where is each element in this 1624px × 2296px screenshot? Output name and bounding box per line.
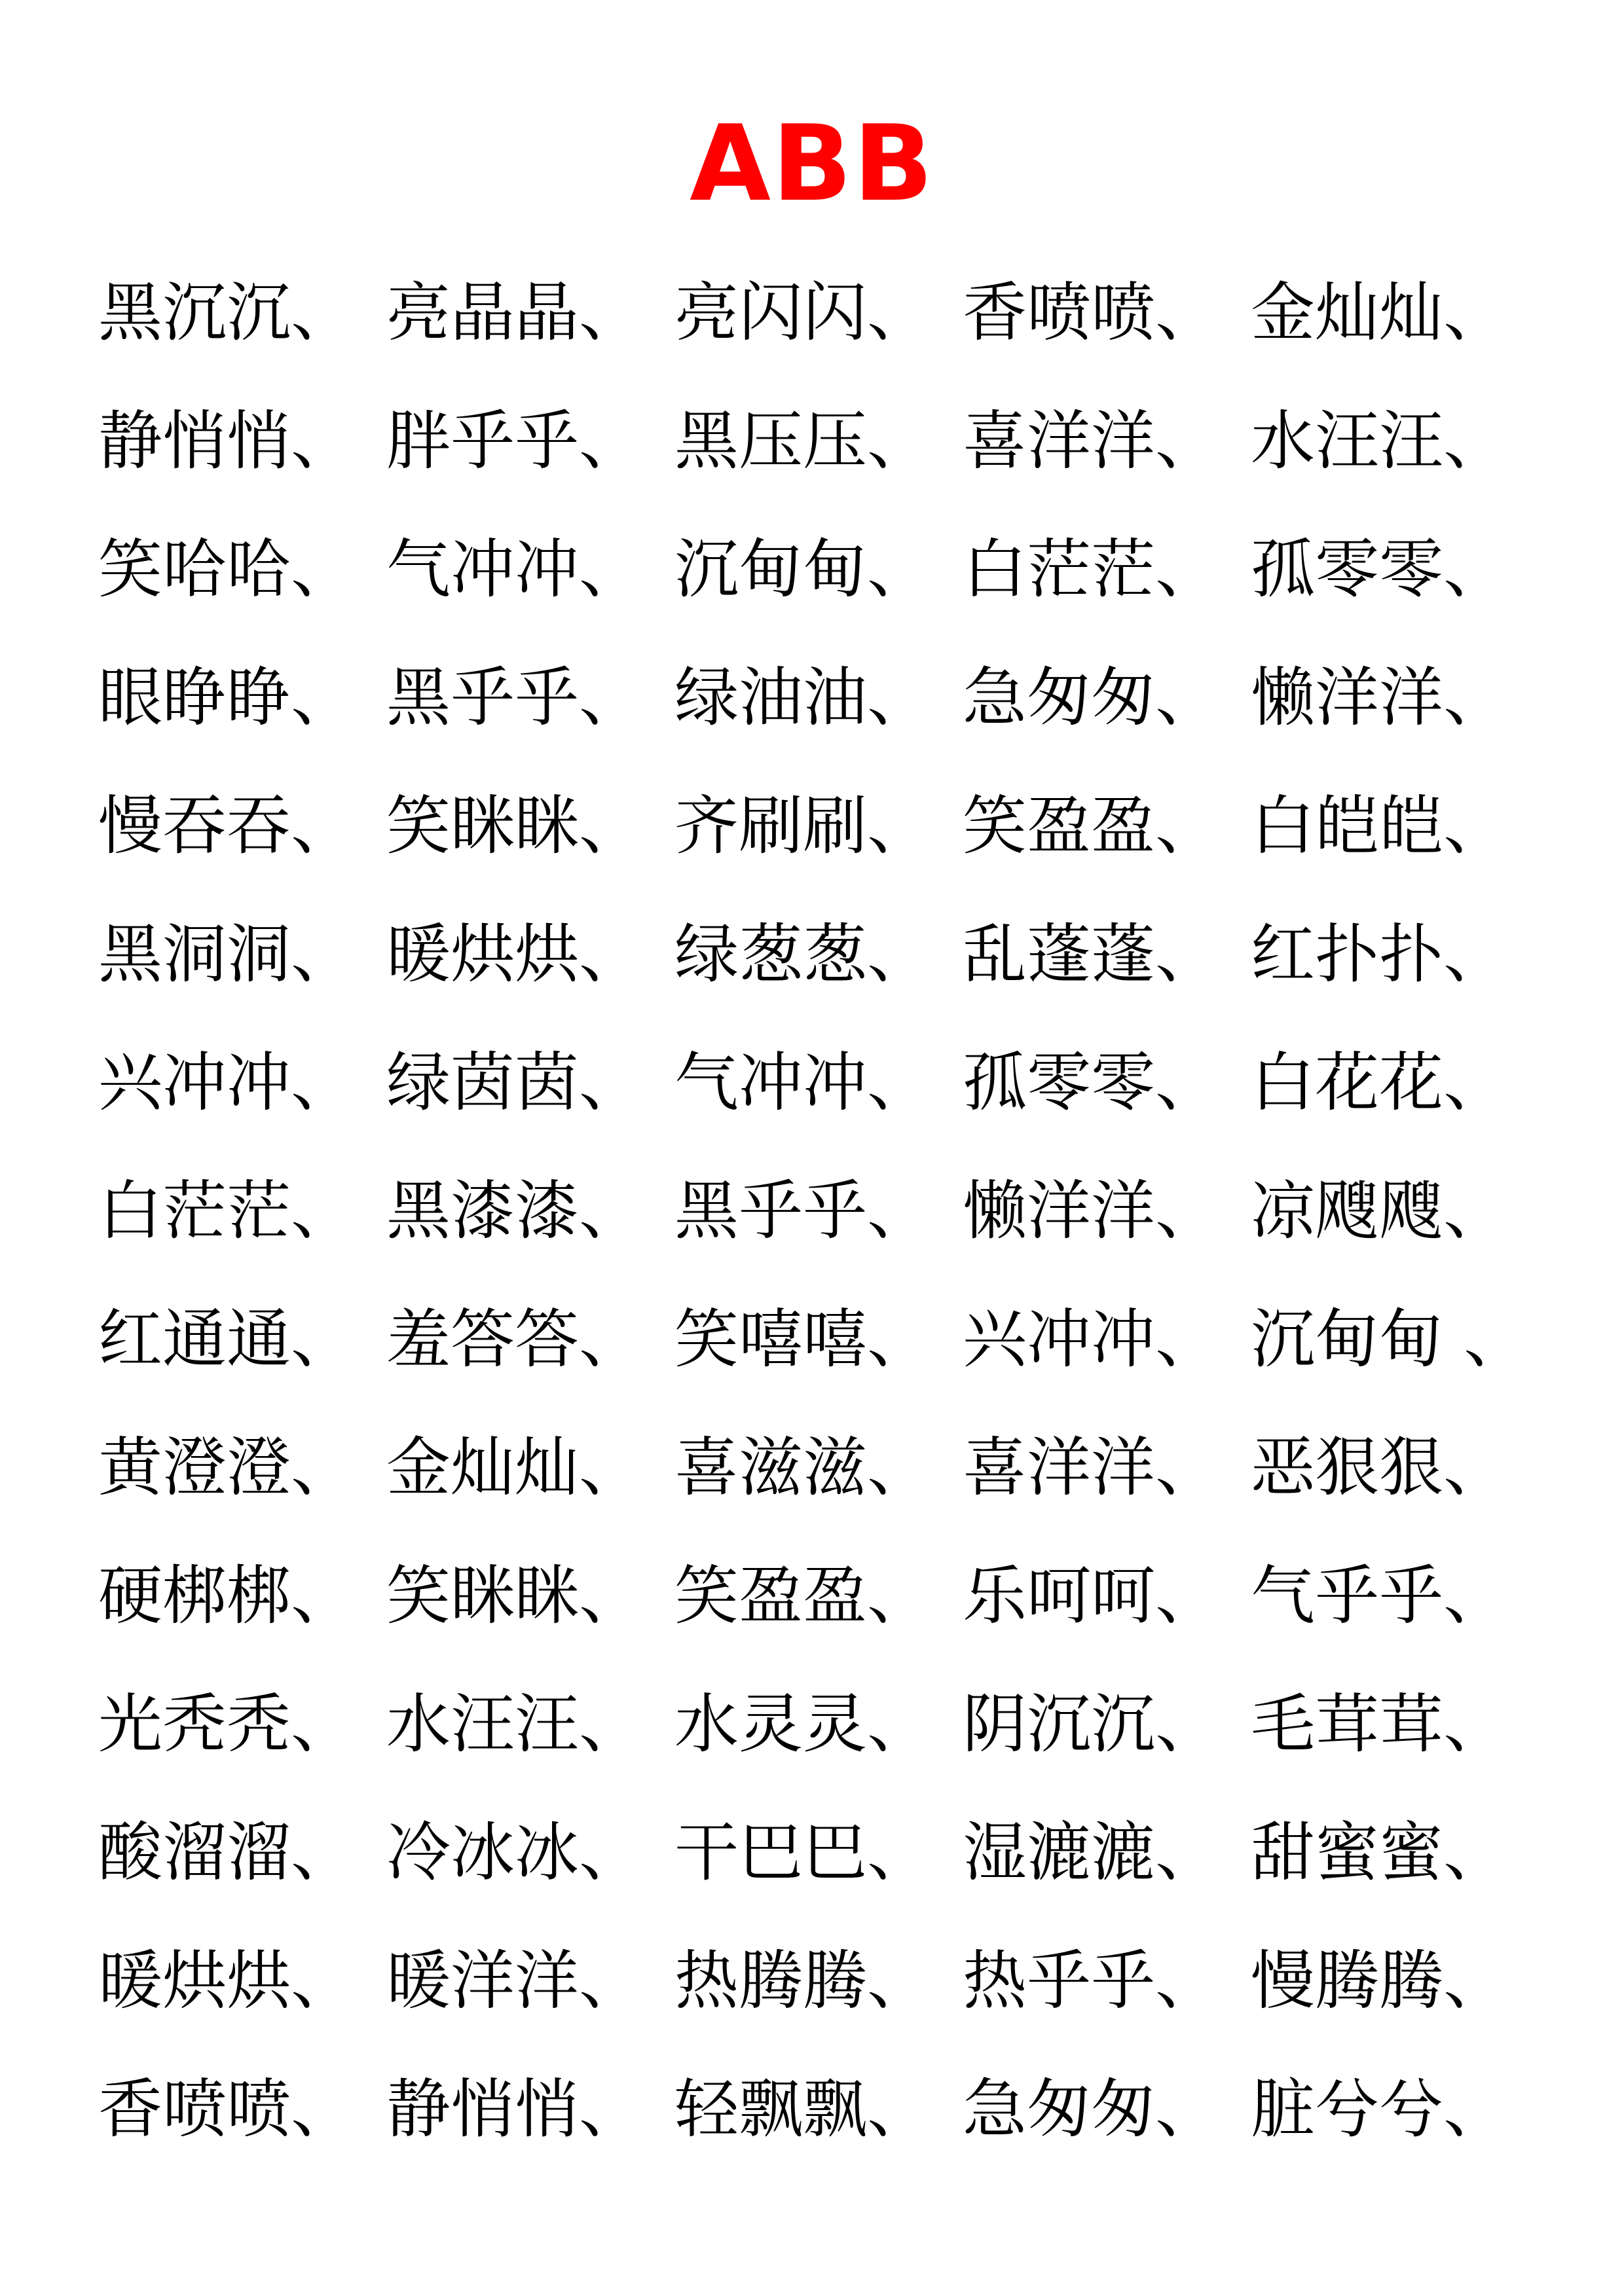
word-row xyxy=(98,1147,1604,1275)
abb-word: 孤零零、 xyxy=(963,1046,1220,1120)
abb-word: 绿油油、 xyxy=(674,661,932,735)
abb-word: 黄澄澄、 xyxy=(98,1430,356,1505)
abb-word: 凉飕飕、 xyxy=(1251,1174,1508,1248)
abb-word: 香喷喷、 xyxy=(98,2072,356,2147)
abb-word: 湿漉漉、 xyxy=(963,1815,1220,1890)
abb-word: 毛茸茸、 xyxy=(1251,1687,1508,1762)
abb-word: 甜蜜蜜、 xyxy=(1251,1815,1508,1890)
word-row xyxy=(98,762,1604,890)
abb-word: 热腾腾、 xyxy=(674,1944,932,2018)
abb-word: 齐刷刷、 xyxy=(674,789,932,864)
abb-word: 黑洞洞、 xyxy=(98,917,356,992)
word-row xyxy=(98,1789,1604,1917)
abb-word: 绿葱葱、 xyxy=(674,917,932,992)
abb-word: 沉甸甸、 xyxy=(674,532,932,607)
abb-word: 轻飘飘、 xyxy=(674,2072,932,2147)
abb-word: 酸溜溜、 xyxy=(98,1815,356,1890)
abb-word: 脏兮兮、 xyxy=(1251,2072,1508,2147)
abb-word: 金灿灿、 xyxy=(386,1430,644,1505)
abb-word: 亮闪闪、 xyxy=(674,276,932,350)
abb-word: 静悄悄、 xyxy=(386,2072,644,2147)
abb-word: 白皑皑、 xyxy=(1251,789,1508,864)
abb-word: 笑嘻嘻、 xyxy=(674,1302,932,1377)
abb-word: 硬梆梆、 xyxy=(98,1559,356,1633)
abb-word: 静悄悄、 xyxy=(98,404,356,479)
abb-word: 红通通、 xyxy=(98,1302,356,1377)
abb-word: 眼睁睁、 xyxy=(98,661,356,735)
abb-word: 懒洋洋、 xyxy=(963,1174,1220,1248)
abb-word: 热乎乎、 xyxy=(963,1944,1220,2018)
abb-word: 暖洋洋、 xyxy=(386,1944,644,2018)
abb-word: 水汪汪、 xyxy=(1251,404,1508,479)
word-row xyxy=(98,505,1604,634)
abb-word: 水灵灵、 xyxy=(674,1687,932,1762)
abb-word: 黑乎乎、 xyxy=(674,1174,932,1248)
abb-word: 喜洋洋、 xyxy=(963,404,1220,479)
abb-word: 黑漆漆、 xyxy=(386,1174,644,1248)
abb-word: 孤零零、 xyxy=(1251,532,1508,607)
abb-word: 亮晶晶、 xyxy=(386,276,644,350)
abb-word: 白花花、 xyxy=(1251,1046,1508,1120)
abb-word: 香喷喷、 xyxy=(963,276,1220,350)
abb-word: 阴沉沉、 xyxy=(963,1687,1220,1762)
abb-word: 气冲冲、 xyxy=(674,1046,932,1120)
word-row xyxy=(98,249,1604,377)
abb-word: 气乎乎、 xyxy=(1251,1559,1508,1633)
abb-word: 白茫茫、 xyxy=(963,532,1220,607)
abb-word: 恶狠狠、 xyxy=(1251,1430,1508,1505)
abb-word: 笑哈哈、 xyxy=(98,532,356,607)
word-list xyxy=(98,249,1604,2174)
abb-word: 光秃秃、 xyxy=(98,1687,356,1762)
word-row xyxy=(98,890,1604,1019)
abb-word: 黑沉沉、 xyxy=(98,276,356,350)
abb-word: 急匆匆、 xyxy=(963,661,1220,735)
abb-word: 乱蓬蓬、 xyxy=(963,917,1220,992)
word-row xyxy=(98,1275,1604,1404)
abb-word: 金灿灿、 xyxy=(1251,276,1508,350)
abb-word: 红扑扑、 xyxy=(1251,917,1508,992)
abb-word: 暖烘烘、 xyxy=(386,917,644,992)
abb-word: 干巴巴、 xyxy=(674,1815,932,1890)
abb-word: 喜滋滋、 xyxy=(674,1430,932,1505)
abb-word: 胖乎乎、 xyxy=(386,404,644,479)
abb-word: 懒洋洋、 xyxy=(1251,661,1508,735)
abb-word: 笑盈盈、 xyxy=(963,789,1220,864)
abb-word: 冷冰冰、 xyxy=(386,1815,644,1890)
abb-word: 水汪汪、 xyxy=(386,1687,644,1762)
abb-word: 兴冲冲、 xyxy=(98,1046,356,1120)
abb-word: 急匆匆、 xyxy=(963,2072,1220,2147)
word-row xyxy=(98,634,1604,762)
abb-word: 气冲冲、 xyxy=(386,532,644,607)
word-row xyxy=(98,1019,1604,1147)
word-row xyxy=(98,377,1604,505)
abb-word: 黑乎乎、 xyxy=(386,661,644,735)
abb-word: 笑眯眯、 xyxy=(386,789,644,864)
abb-word: 黑压压、 xyxy=(674,404,932,479)
abb-word: 喜洋洋、 xyxy=(963,1430,1220,1505)
abb-word: 慢吞吞、 xyxy=(98,789,356,864)
word-row xyxy=(98,1532,1604,1660)
word-row xyxy=(98,1917,1604,2045)
abb-word: 羞答答、 xyxy=(386,1302,644,1377)
abb-word: 绿茵茵、 xyxy=(386,1046,644,1120)
abb-word: 乐呵呵、 xyxy=(963,1559,1220,1633)
word-row xyxy=(98,2045,1604,2174)
word-row xyxy=(98,1660,1604,1789)
abb-word: 笑眯眯、 xyxy=(386,1559,644,1633)
abb-word: 慢腾腾、 xyxy=(1251,1944,1508,2018)
abb-word: 白茫茫、 xyxy=(98,1174,356,1248)
abb-word: 兴冲冲、 xyxy=(963,1302,1220,1377)
abb-word: 暖烘烘、 xyxy=(98,1944,356,2018)
word-row xyxy=(98,1404,1604,1532)
page-title: ABB xyxy=(690,102,934,225)
abb-word: 笑盈盈、 xyxy=(674,1559,932,1633)
abb-word: 沉甸甸 、 xyxy=(1251,1302,1528,1377)
